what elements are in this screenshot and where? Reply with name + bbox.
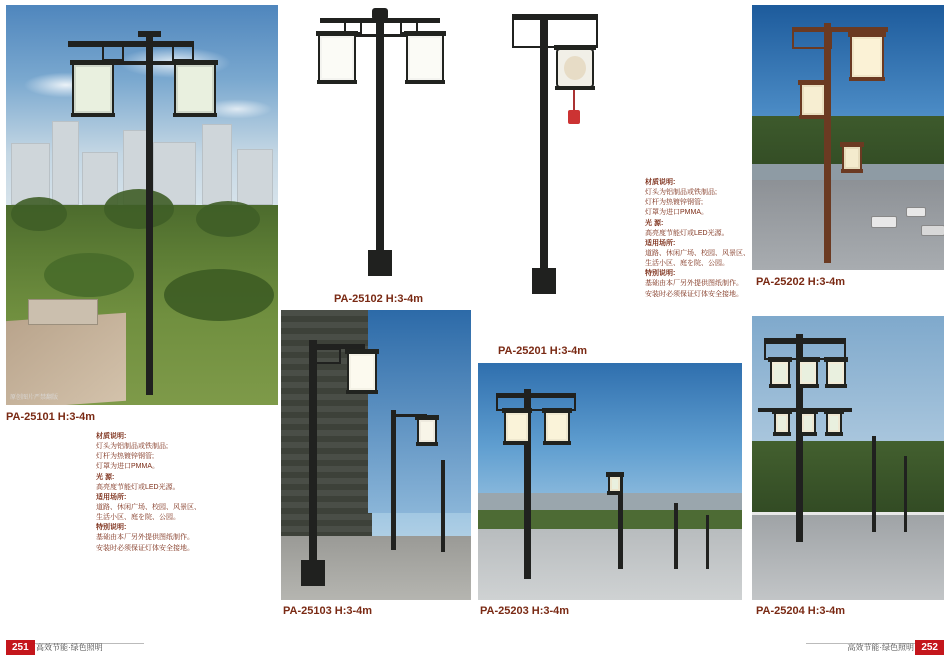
lamp-decor-frame bbox=[512, 18, 598, 48]
lantern-right bbox=[174, 63, 216, 115]
lantern-4 bbox=[774, 412, 790, 434]
lamp-pole-front bbox=[309, 340, 317, 568]
page-number-right: 252 bbox=[915, 640, 944, 655]
spec-note-line-1: 基础由本厂另外提供图纸制作。 bbox=[645, 280, 743, 288]
lamp-pole-farther bbox=[706, 515, 709, 569]
lantern-6 bbox=[826, 412, 842, 434]
footer-text-right: 高效节能·绿色照明 bbox=[847, 643, 914, 652]
lantern-left bbox=[504, 411, 530, 443]
lamp-pole-back bbox=[391, 410, 396, 550]
lamp-pole-farther bbox=[904, 456, 907, 532]
spec-usage-line-1: 道路、休闲广场、校园、风景区、 bbox=[645, 249, 750, 257]
lamp-pole bbox=[824, 23, 831, 263]
lantern-left bbox=[318, 34, 356, 82]
lamp-bracket bbox=[315, 348, 341, 364]
lamp-bracket-left bbox=[792, 27, 832, 49]
lamp-pole bbox=[146, 35, 153, 395]
lamp-pole-base bbox=[532, 268, 556, 294]
caption-pa-25204: PA-25204 H:3-4m bbox=[756, 605, 846, 617]
page-number-left: 251 bbox=[6, 640, 35, 655]
spec-note-title: 特别说明: bbox=[645, 270, 676, 278]
spec-usage-line-2: 生活小区、庭を院、公园。 bbox=[645, 260, 729, 268]
spec-block-left bbox=[96, 432, 246, 554]
roadway bbox=[752, 515, 944, 600]
spec-note-title: 特别说明: bbox=[96, 524, 127, 532]
lamp-pole-far bbox=[872, 436, 876, 532]
lane-marking bbox=[752, 512, 944, 515]
lamp-bracket-left bbox=[102, 41, 124, 61]
lantern-right bbox=[544, 411, 570, 443]
lantern-round bbox=[556, 48, 594, 88]
lantern-mid bbox=[608, 475, 622, 493]
product-photo-pa-25204 bbox=[752, 316, 944, 600]
product-photo-pa-25101 bbox=[6, 5, 278, 405]
spec-light-line-1: 高亮度节能灯或LED光源。 bbox=[645, 229, 729, 237]
spec-note-line-1: 基础由本厂另外提供图纸制作。 bbox=[96, 534, 194, 542]
spec-note-line-2: 安装时必须保证灯体安全接地。 bbox=[96, 544, 194, 552]
lamp-pole-base bbox=[301, 560, 325, 586]
photo-watermark: 原创图片严禁翻版 bbox=[10, 395, 59, 401]
caption-pa-25203: PA-25203 H:3-4m bbox=[480, 605, 570, 617]
lamp-pole-far bbox=[674, 503, 678, 569]
caption-pa-25103: PA-25103 H:3-4m bbox=[283, 605, 373, 617]
spec-usage-line-1: 道路、休闲广场、校园、风景区、 bbox=[96, 503, 201, 511]
spec-usage-line-2: 生活小区、庭を院、公园。 bbox=[96, 514, 180, 522]
spec-material-line-1: 灯头为铝制品或铁制品; bbox=[645, 189, 717, 197]
page-footer bbox=[0, 636, 950, 658]
lamp-pole-far bbox=[441, 460, 445, 552]
distant-buildings bbox=[478, 493, 742, 510]
spec-usage-title: 适用场所: bbox=[645, 239, 676, 247]
spec-material-title: 材质说明: bbox=[645, 179, 676, 186]
spec-material-line-1: 灯头为铝制品或铁制品; bbox=[96, 443, 168, 451]
tassel bbox=[568, 110, 580, 124]
product-photo-pa-25203 bbox=[478, 363, 742, 600]
product-photo-pa-25201 bbox=[494, 0, 634, 330]
spec-light-title: 光 源: bbox=[96, 473, 115, 481]
lantern-mid bbox=[800, 83, 826, 117]
lamp-pole-base bbox=[368, 250, 392, 276]
lantern-right bbox=[406, 34, 444, 82]
spec-material-line-2: 灯杆为热镀锌钢管; bbox=[645, 199, 703, 207]
lantern-far bbox=[842, 145, 862, 171]
caption-pa-25102: PA-25102 H:3-4m bbox=[334, 293, 424, 305]
lantern-3 bbox=[826, 360, 846, 386]
lantern-5 bbox=[800, 412, 816, 434]
sky-background bbox=[368, 310, 471, 513]
spec-light-title: 光 源: bbox=[645, 219, 664, 227]
lantern-top bbox=[850, 35, 884, 79]
spec-material-line-2: 灯杆为热镀锌钢管; bbox=[96, 453, 154, 461]
park-bench bbox=[28, 299, 98, 325]
roadway bbox=[752, 180, 944, 270]
car bbox=[921, 225, 944, 236]
spec-material-line-3: 灯罩为进口PMMA。 bbox=[96, 463, 159, 471]
lantern-1 bbox=[770, 360, 790, 386]
spec-material-title: 材质说明: bbox=[96, 433, 127, 440]
product-photo-pa-25202 bbox=[752, 5, 944, 270]
caption-pa-25101: PA-25101 H:3-4m bbox=[6, 411, 96, 423]
car bbox=[871, 216, 897, 228]
lamp-pole bbox=[376, 22, 384, 272]
lamp-bracket-right bbox=[172, 41, 194, 61]
lantern-2 bbox=[798, 360, 818, 386]
caption-pa-25202: PA-25202 H:3-4m bbox=[756, 276, 846, 288]
lamp-pole bbox=[540, 14, 548, 294]
spec-material-line-3: 灯罩为进口PMMA。 bbox=[645, 209, 708, 217]
spec-usage-title: 适用场所: bbox=[96, 493, 127, 501]
caption-pa-25201: PA-25201 H:3-4m bbox=[498, 345, 588, 357]
roadway bbox=[478, 529, 742, 600]
lantern-left bbox=[72, 63, 114, 115]
footer-text-left: 高效节能·绿色照明 bbox=[36, 643, 103, 652]
product-photo-pa-25102 bbox=[296, 0, 464, 286]
lantern-front bbox=[347, 352, 377, 392]
tassel-cord bbox=[573, 90, 575, 112]
car bbox=[906, 207, 926, 217]
spec-light-line-1: 高亮度节能灯或LED光源。 bbox=[96, 483, 180, 491]
product-photo-pa-25103 bbox=[281, 310, 471, 600]
lantern-back bbox=[417, 418, 437, 444]
spec-note-line-2: 安装时必须保证灯体安全接地。 bbox=[645, 290, 743, 298]
